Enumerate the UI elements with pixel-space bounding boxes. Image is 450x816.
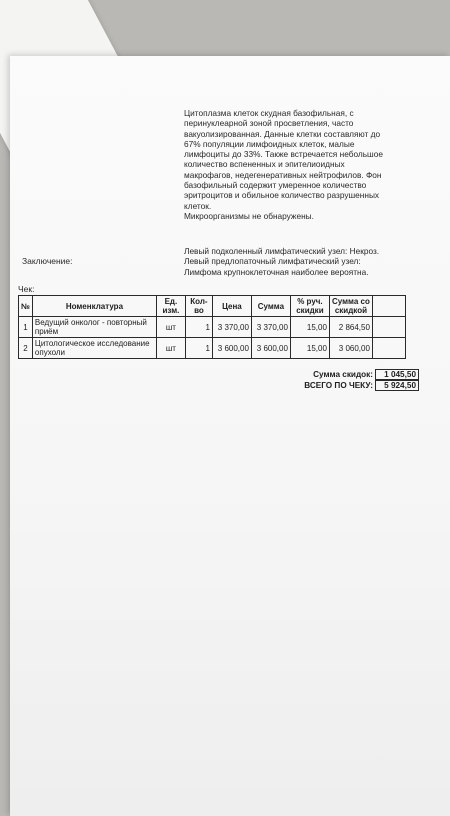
- cell-sum: 3 370,00: [251, 317, 290, 338]
- description-line: эритроцитов и обильное количество разрушенных: [184, 190, 380, 201]
- conclusion-text: [184, 246, 414, 277]
- receipt-table: [18, 295, 406, 359]
- discount-total-value: 1 045,50: [375, 369, 419, 380]
- cell-quantity: 1: [185, 317, 212, 338]
- grand-total-label: ВСЕГО ПО ЧЕКУ:: [304, 381, 373, 390]
- description-line: макрофагов, недегенеративных нейтрофилов. Фон: [184, 169, 382, 180]
- cell-empty: [372, 317, 405, 338]
- description-line: количество вспененных и эпителиоидных: [184, 159, 345, 170]
- document-page: [10, 56, 450, 816]
- cell-price: 3 370,00: [212, 317, 251, 338]
- cell-nomenclature: Ведущий онколог - повторный приём: [32, 317, 156, 338]
- discount-total-label: Сумма скидок:: [313, 370, 373, 379]
- header-unit: Ед. изм.: [156, 296, 185, 317]
- header-quantity: Кол-во: [185, 296, 212, 317]
- header-number: №: [19, 296, 33, 317]
- header-discount-percent: % руч. скидки: [290, 296, 329, 317]
- receipt-totals: [304, 369, 419, 391]
- description-line: Микроорганизмы не обнаружены.: [184, 210, 314, 221]
- conclusion-line: Лимфома крупноклеточная наиболее вероятна.: [184, 266, 369, 277]
- cell-number: 1: [19, 317, 33, 338]
- cell-nomenclature: Цитологическое исследование опухоли: [32, 338, 156, 359]
- discount-total-row: [304, 369, 419, 380]
- description-line: Цитоплазма клеток скудная базофильная, с: [184, 108, 354, 118]
- description-line: базофильный содержит умеренное количество: [184, 180, 367, 191]
- cell-number: 2: [19, 338, 33, 359]
- header-sum: Сумма: [251, 296, 290, 317]
- cell-discount-percent: 15,00: [290, 338, 329, 359]
- description-line: вакуолизированная. Данные клетки составляют до: [184, 128, 381, 139]
- conclusion-line: Левый подколенный лимфатический узел: Некроз.: [184, 246, 380, 256]
- cell-unit: шт: [156, 338, 185, 359]
- cell-discounted-sum: 2 864,50: [329, 317, 372, 338]
- cell-quantity: 1: [185, 338, 212, 359]
- cell-unit: шт: [156, 317, 185, 338]
- conclusion-label: Заключение:: [22, 256, 73, 266]
- header-nomenclature: Номенклатура: [32, 296, 156, 317]
- table-row: [19, 317, 406, 338]
- grand-total-row: [304, 380, 419, 391]
- description-line: клеток.: [184, 200, 212, 211]
- description-line: 67% популяции лимфоидных клеток, малые: [184, 138, 355, 149]
- check-label: Чек:: [18, 284, 35, 294]
- cytology-description: [184, 108, 400, 221]
- header-price: Цена: [212, 296, 251, 317]
- header-empty: [372, 296, 405, 317]
- table-row: [19, 338, 406, 359]
- conclusion-line: Левый предлопаточный лимфатический узел:: [184, 256, 361, 267]
- cell-discounted-sum: 3 060,00: [329, 338, 372, 359]
- cell-empty: [372, 338, 405, 359]
- description-line: лимфоциты до 33%. Также встречается небольшое: [184, 149, 383, 160]
- cell-sum: 3 600,00: [251, 338, 290, 359]
- header-discounted-sum: Сумма со скидкой: [329, 296, 372, 317]
- description-line: перинуклеарной зоной просветления, часто: [184, 118, 354, 129]
- cell-price: 3 600,00: [212, 338, 251, 359]
- cell-discount-percent: 15,00: [290, 317, 329, 338]
- table-header-row: [19, 296, 406, 317]
- grand-total-value: 5 924,50: [375, 380, 419, 391]
